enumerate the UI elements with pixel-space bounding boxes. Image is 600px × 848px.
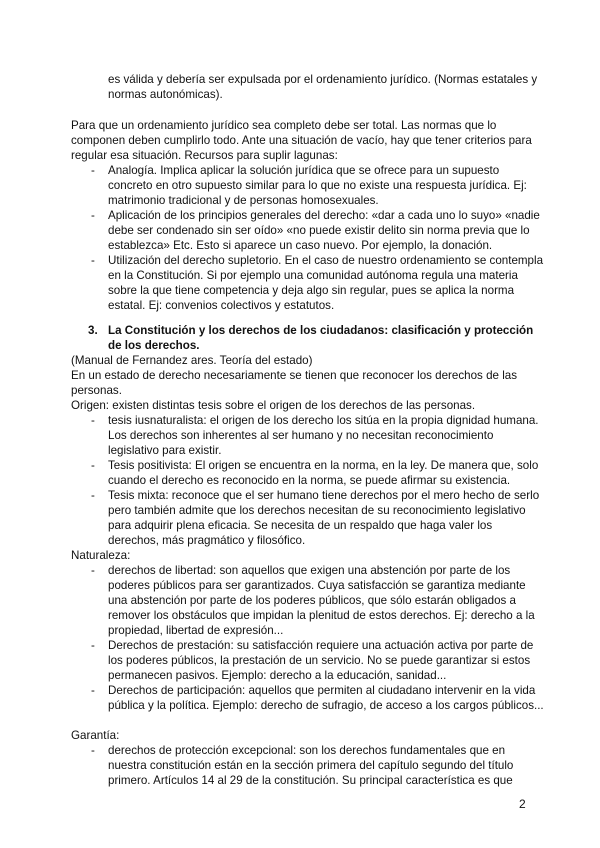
list-item-line: cuando el derecho es reconocido en la norma, se puede afirmar su existencia.	[108, 474, 511, 487]
list-bullet: -	[91, 639, 95, 652]
list-item-line: los poderes públicos, la prestación de un servicio. No se puede garantizar si estos	[108, 654, 531, 667]
list-item-line: Derechos de prestación: su satisfacción requiere una actuación activa por parte de	[108, 639, 534, 652]
paragraph-line: (Manual de Fernandez ares. Teoría del estado)	[71, 354, 313, 367]
list-item-line: establezca» Etc. Esto si aparece un caso nuevo. Por ejemplo, la donación.	[108, 239, 493, 252]
text-line: es válida y debería ser expulsada por el ordenamiento jurídico. (Normas estatales y	[108, 73, 538, 86]
list-item-line: tesis iusnaturalista: el origen de los derecho los sitúa en la propia dignidad humana.	[108, 414, 539, 427]
list-item-line: nuestra constitución están en la sección primera del capítulo segundo del título	[108, 759, 514, 772]
list-bullet: -	[91, 209, 95, 222]
list-item-line: pero también admite que los derechos necesitan de su reconocimiento legislativo	[108, 504, 526, 517]
list-item-line: concreto en otro supuesto similar para lo que no existe una respuesta jurídica. Ej:	[108, 179, 527, 192]
list-bullet: -	[91, 489, 95, 502]
paragraph-line: regular esa situación. Recursos para suplir lagunas:	[71, 149, 338, 162]
list-item-line: remover los obstáculos que impidan la plenitud de estos derechos. Ej: derecho a la	[108, 609, 535, 622]
paragraph-line: Origen: existen distintas tesis sobre el origen de los derechos de las personas.	[71, 399, 476, 412]
list-bullet: -	[91, 414, 95, 427]
paragraph-line: Para que un ordenamiento jurídico sea completo debe ser total. Las normas que lo	[71, 119, 497, 132]
list-bullet: -	[91, 164, 95, 177]
list-item-line: propiedad, libertad de expresión...	[108, 624, 284, 637]
list-bullet: -	[91, 744, 95, 757]
paragraph-line: componen deben cumplirlo todo. Ante una situación de vacío, hay que tener criterios para	[71, 134, 532, 147]
paragraph-line: personas.	[71, 384, 122, 397]
text-line: normas autonómicas).	[108, 88, 223, 101]
list-item-line: poderes públicos para ser garantizados. Cuya satisfacción se garantiza mediante	[108, 579, 526, 592]
list-item-line: primero. Artículos 14 al 29 de la constitución. Su principal característica es que	[108, 774, 513, 787]
list-item-line: para adquirir plena eficacia. Se necesita de un respaldo que haga valer los	[108, 519, 493, 532]
list-item-line: debe ser condenado sin ser oído» «no puede existir delito sin norma previa que lo	[108, 224, 530, 237]
list-bullet: -	[91, 254, 95, 267]
list-item-line: pública y la política. Ejemplo: derecho de sufragio, de acceso a los cargos públicos...	[108, 699, 544, 712]
paragraph-line: En un estado de derecho necesariamente se tienen que reconocer los derechos de las	[71, 369, 518, 382]
list-item-line: derechos de libertad: son aquellos que exigen una abstención por parte de los	[108, 564, 511, 577]
list-item-line: estatal. Ej: convenios colectivos y estatutos.	[108, 299, 335, 312]
list-item-line: matrimonio tradicional y de personas homosexuales.	[108, 194, 379, 207]
subheading-naturaleza: Naturaleza:	[71, 549, 131, 562]
list-item-line: Aplicación de los principios generales del derecho: «dar a cada uno lo suyo» «nadie	[108, 209, 540, 222]
list-item-line: una abstención por parte de los poderes públicos, que sólo estarán obligados a	[108, 594, 516, 607]
list-item-line: derechos, más pragmático y filosófico.	[108, 534, 306, 547]
list-bullet: -	[91, 684, 95, 697]
subheading-garantia: Garantía:	[71, 729, 120, 742]
list-item-line: Derechos de participación: aquellos que permiten al ciudadano intervenir en la vida	[108, 684, 536, 697]
section-number: 3.	[88, 324, 98, 337]
list-item-line: legislativo para existir.	[108, 444, 222, 457]
section-title: de los derechos.	[108, 339, 200, 352]
list-item-line: Tesis mixta: reconoce que el ser humano tiene derechos por el mero hecho de serlo	[108, 489, 540, 502]
section-title: La Constitución y los derechos de los ciudadanos: clasificación y protección	[108, 324, 534, 337]
list-item-line: Analogía. Implica aplicar la solución jurídica que se ofrece para un supuesto	[108, 164, 500, 177]
list-bullet: -	[91, 459, 95, 472]
list-bullet: -	[91, 564, 95, 577]
list-item-line: Tesis positivista: El origen se encuentra en la norma, en la ley. De manera que, solo	[108, 459, 539, 472]
list-item-line: derechos de protección excepcional: son los derechos fundamentales que en	[108, 744, 506, 757]
list-item-line: en la Constitución. Si por ejemplo una comunidad autónoma regula una materia	[108, 269, 518, 282]
list-item-line: Los derechos son inherentes al ser humano y no necesitan reconocimiento	[108, 429, 494, 442]
list-item-line: sobre la que tiene competencia y deja algo sin regular, pues se aplica la norma	[108, 284, 515, 297]
list-item-line: permanecen pasivos. Ejemplo: derecho a la educación, sanidad...	[108, 669, 447, 682]
list-item-line: Utilización del derecho supletorio. En el caso de nuestro ordenamiento se contempla	[108, 254, 544, 267]
page-number: 2	[519, 797, 526, 811]
